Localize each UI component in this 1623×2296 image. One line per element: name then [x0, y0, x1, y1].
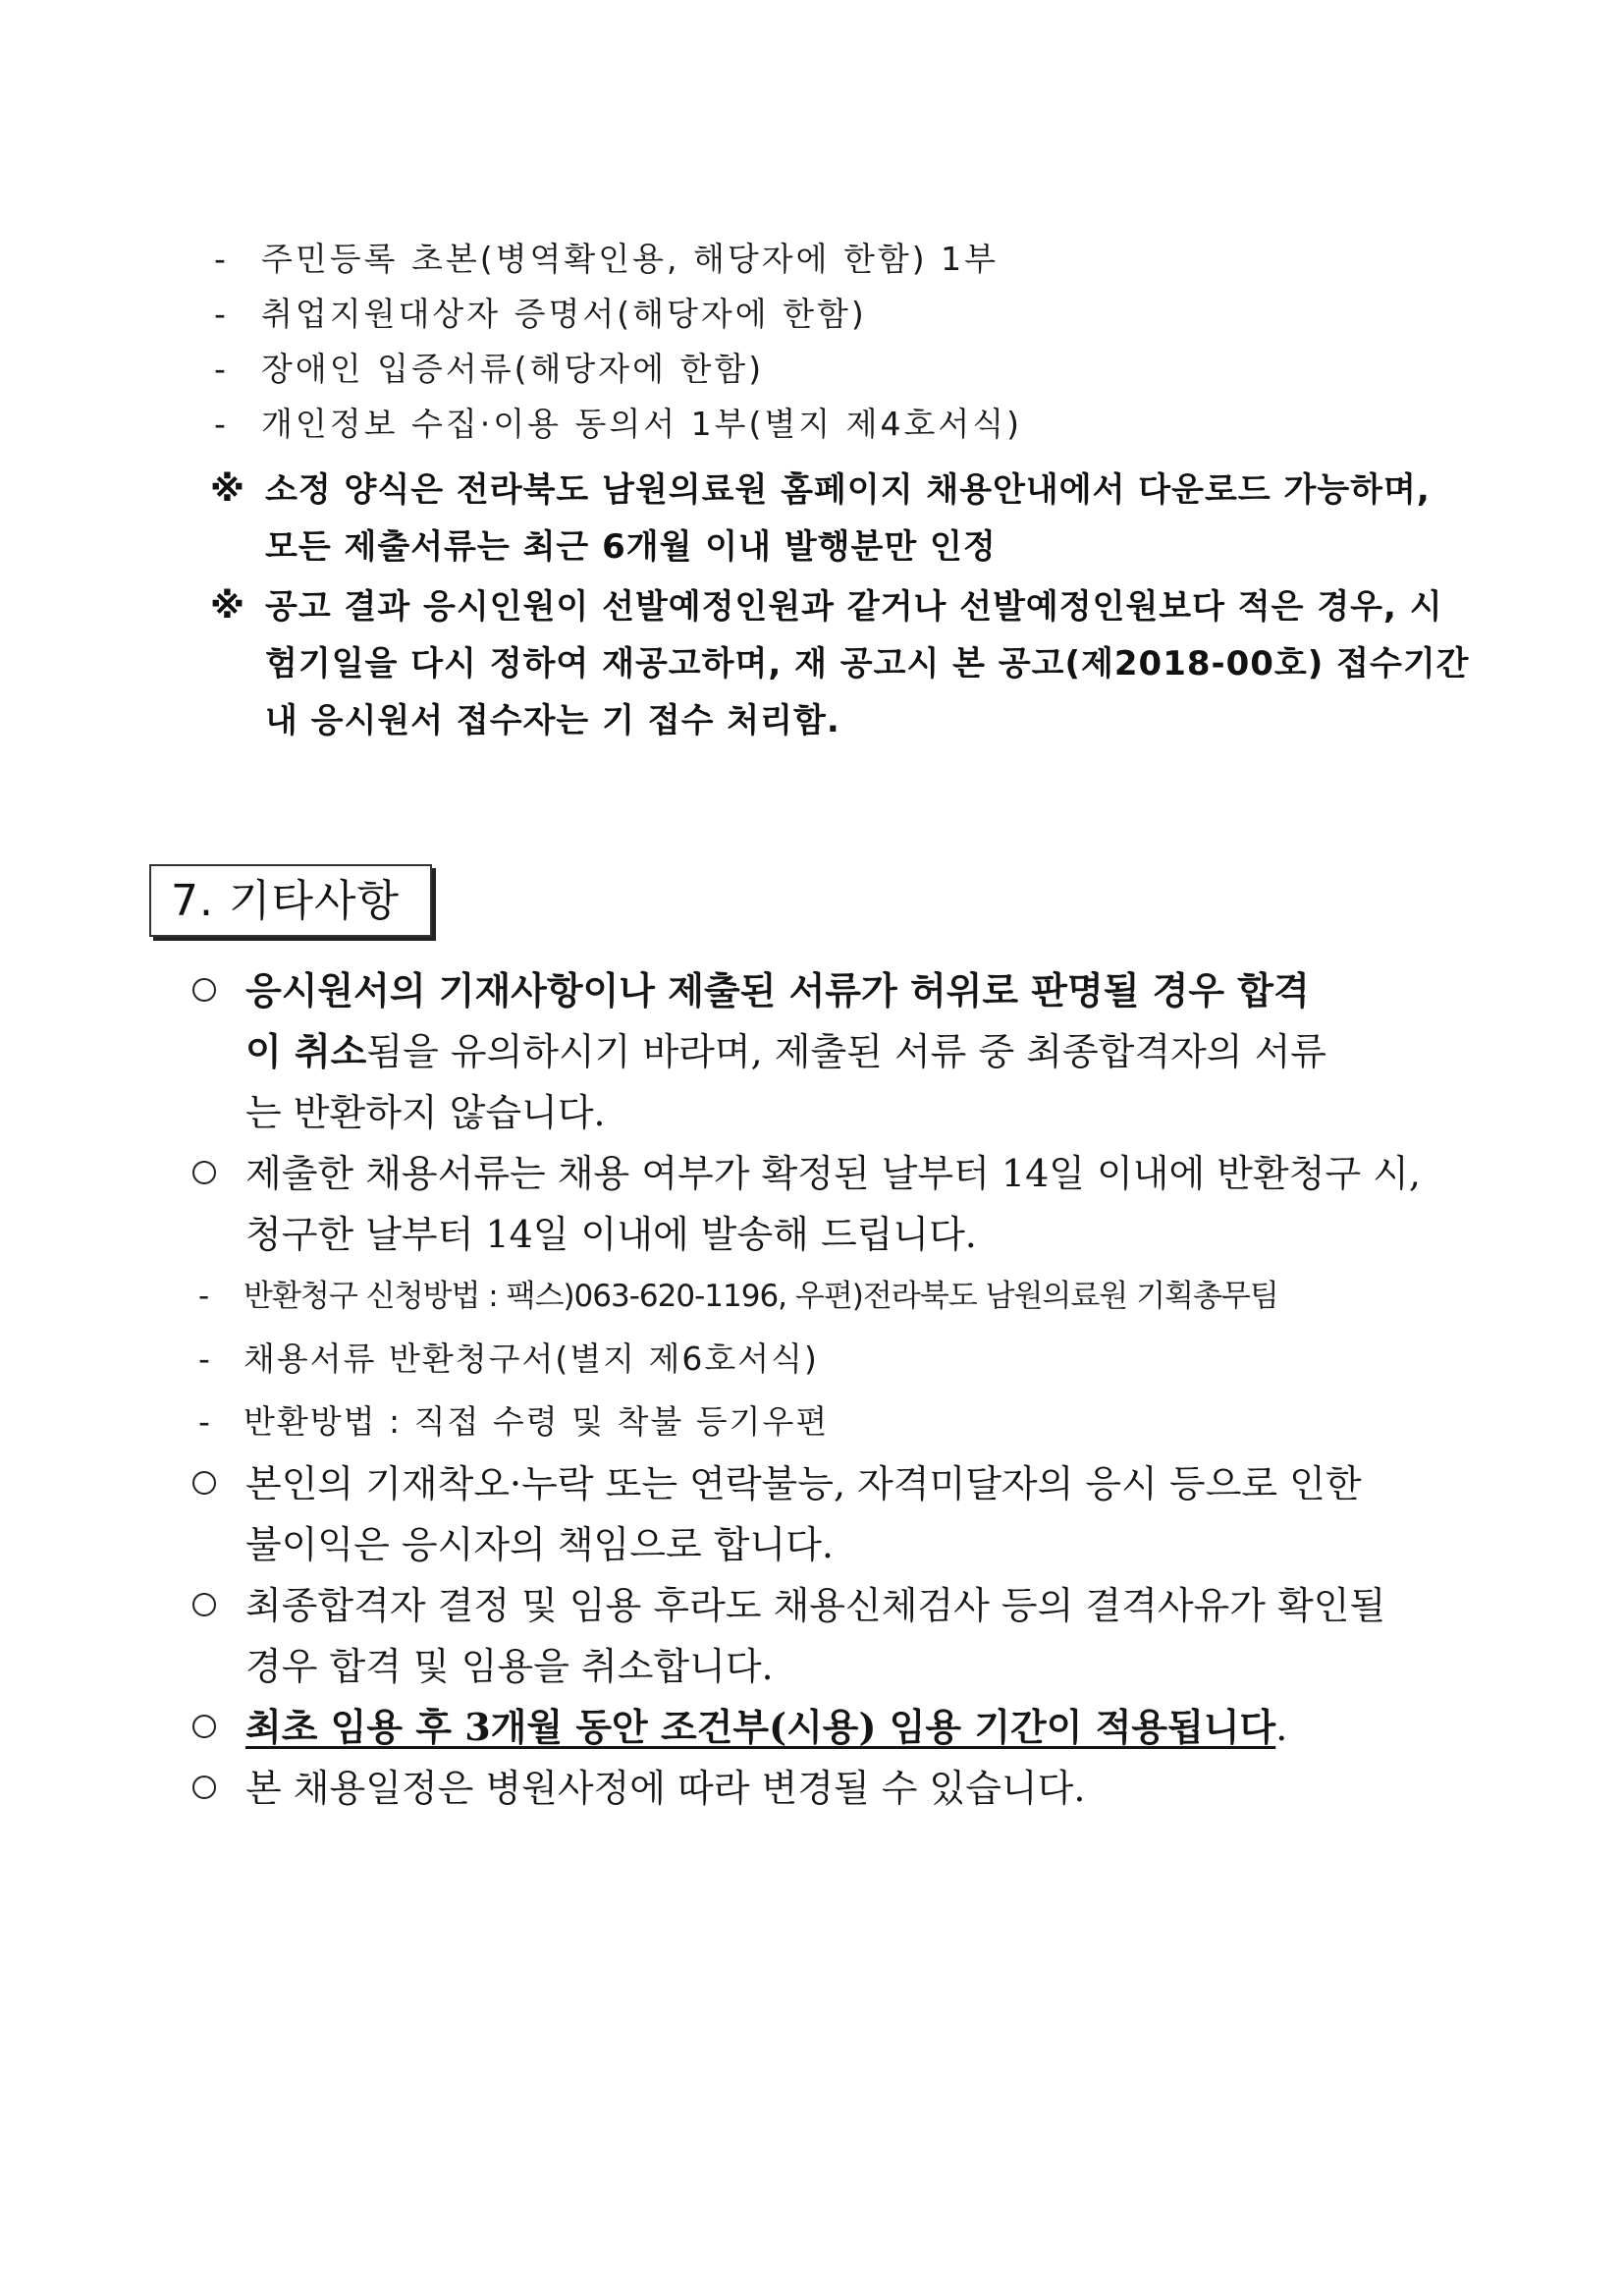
item-text: 불이익은 응시자의 책임으로 합니다.	[245, 1523, 834, 1566]
list-item	[214, 287, 1490, 342]
note-line: 소정 양식은 전라북도 남원의료원 홈페이지 채용안내에서 다운로드 가능하며,	[265, 470, 1431, 510]
dash-marker: -	[214, 295, 229, 333]
list-item-text: 주민등록 초본(병역확인용, 해당자에 한함) 1부	[261, 240, 999, 278]
note-line: 모든 제출서류는 최근 6개월 이내 발행분만 인정	[265, 527, 997, 567]
sub-list-item: - 반환방법 : 직접 수령 및 착불 등기우편	[189, 1391, 1485, 1453]
note-line: 험기일을 다시 정하여 재공고하며, 재 공고시 본 공고(제2018-00호) 접수기간	[265, 644, 1470, 683]
list-item-schedule-change	[189, 1758, 1485, 1819]
list-item	[214, 342, 1490, 397]
dash-marker: -	[198, 1279, 209, 1314]
circle-bullet-icon	[189, 1575, 245, 1634]
list-item-probation: 최초 임용 후 3개월 동안 조건부(시용) 임용 기간이 적용됩니다.	[189, 1697, 1485, 1758]
reference-mark-icon: ※	[210, 469, 244, 510]
item-text: 본 채용일정은 병원사정에 따라 변경될 수 있습니다.	[245, 1767, 1086, 1810]
item-text-bold: 응시원서의 기재사항이나 제출된 서류가 허위로 판명될 경우 합격	[245, 968, 1310, 1012]
list-item-false-document	[189, 960, 1485, 1143]
note-form-download	[210, 462, 1487, 575]
item-text: 경우 합격 및 임용을 취소합니다.	[245, 1645, 774, 1688]
list-item	[214, 397, 1490, 452]
dash-marker: -	[214, 350, 229, 388]
sub-list-item: - 채용서류 반환청구서(별지 제6호서식)	[189, 1328, 1485, 1391]
circle-bullet-icon	[189, 960, 245, 1019]
list-item-disqualification	[189, 1575, 1485, 1697]
circle-bullet-icon	[189, 1143, 245, 1202]
item-text: 본인의 기재착오·누락 또는 연락불능, 자격미달자의 응시 등으로 인한	[245, 1462, 1362, 1505]
other-matters-list	[189, 960, 1485, 1819]
item-text: 청구한 날부터 14일 이내에 발송해 드립니다.	[245, 1213, 977, 1256]
list-item-text: 장애인 입증서류(해당자에 한함)	[261, 350, 765, 388]
dash-marker: -	[214, 240, 229, 278]
reference-mark-icon: ※	[210, 586, 244, 627]
item-text: 됨을 유의하시기 바라며, 제출된 서류 중 최종합격자의 서류	[366, 1030, 1326, 1073]
list-item-document-return	[189, 1143, 1485, 1265]
item-text: 는 반환하지 않습니다.	[245, 1091, 606, 1134]
notes-block	[210, 462, 1487, 752]
note-line: 공고 결과 응시인원이 선발예정인원과 같거나 선발예정인원보다 적은 경우, 시	[265, 587, 1443, 627]
return-sub-list	[189, 1265, 1485, 1453]
dash-marker: -	[198, 1339, 212, 1378]
item-text: 최종합격자 결정 및 임용 후라도 채용신체검사 등의 결격사유가 확인될	[245, 1584, 1386, 1627]
sub-list-item: - 반환청구 신청방법 : 팩스)063-620-1196, 우편)전라북도 남원의료원 기획총무팀	[189, 1265, 1485, 1328]
list-item-text: 개인정보 수집·이용 동의서 1부(별지 제4호서식)	[261, 405, 1022, 443]
section-heading-box	[149, 864, 432, 937]
note-reannouncement	[210, 578, 1487, 749]
required-documents-list	[214, 232, 1490, 452]
dash-marker: -	[214, 405, 229, 443]
note-line: 내 응시원서 접수자는 기 접수 처리함.	[265, 701, 840, 740]
item-text-underlined: 최초 임용 후 3개월 동안 조건부(시용) 임용 기간이 적용됩니다	[245, 1705, 1276, 1749]
list-item-applicant-responsibility	[189, 1453, 1485, 1575]
circle-bullet-icon	[189, 1758, 245, 1817]
section-title: 7. 기타사항	[171, 876, 400, 926]
item-text: 제출한 채용서류는 채용 여부가 확정된 날부터 14일 이내에 반환청구 시,	[245, 1152, 1421, 1195]
list-item-text: 취업지원대상자 증명서(해당자에 한함)	[261, 295, 867, 333]
item-text-bold: 이 취소	[245, 1029, 367, 1073]
circle-bullet-icon	[189, 1697, 245, 1756]
circle-bullet-icon	[189, 1453, 245, 1512]
list-item	[214, 232, 1490, 287]
dash-marker: -	[198, 1402, 212, 1441]
